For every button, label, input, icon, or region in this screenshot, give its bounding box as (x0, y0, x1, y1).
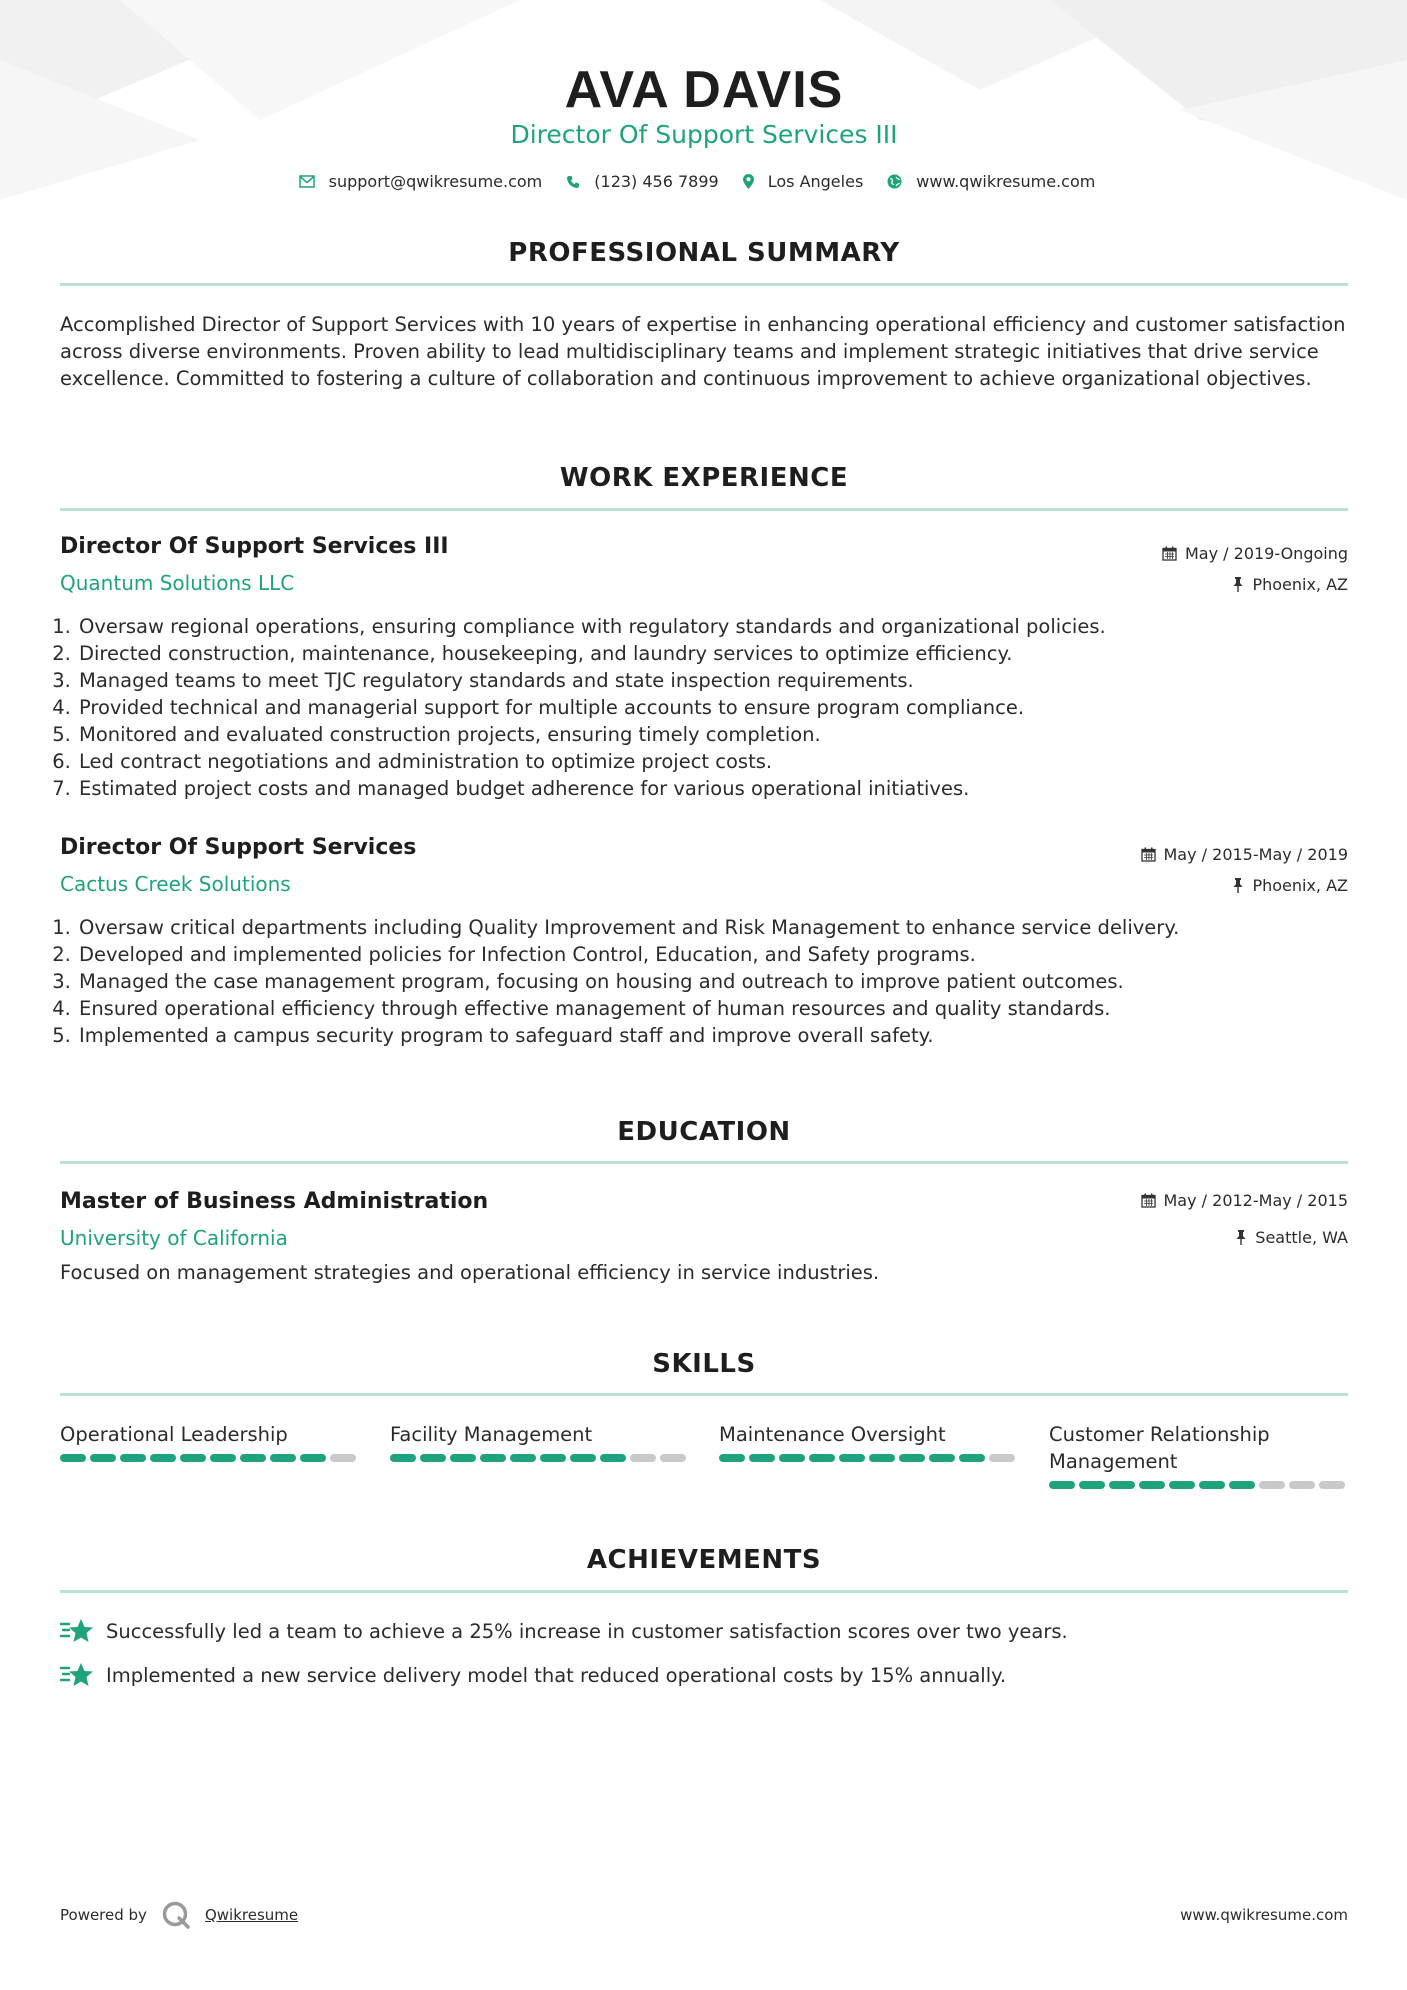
list-item: 1. Oversaw critical departments including Quality Improvement and Risk Management to enhance service delivery. (77, 914, 1179, 941)
list-item: 6. Led contract negotiations and administration to optimize project costs. (77, 748, 1106, 775)
contact-bar (60, 172, 1348, 191)
job-bullets (60, 613, 1106, 802)
star-icon (60, 1661, 94, 1689)
skill-item (390, 1421, 690, 1462)
achievements-heading: ACHIEVEMENTS (586, 1545, 822, 1575)
skill-level-bar (390, 1454, 690, 1462)
brand-link[interactable]: Qwikresume (204, 1906, 299, 1924)
skill-segment-filled (809, 1454, 835, 1462)
skill-segment-filled (480, 1454, 506, 1462)
skill-name: Customer Relationship Management (1049, 1423, 1270, 1473)
skill-segment-filled (450, 1454, 476, 1462)
job-dates: May / 2015-May / 2019 (1141, 845, 1349, 864)
skill-name: Facility Management (390, 1423, 593, 1446)
website-text: www.qwikresume.com (916, 172, 1096, 191)
footer-website[interactable]: www.qwikresume.com (1180, 1906, 1348, 1924)
job-title: Director Of Support Services III (60, 534, 449, 559)
education-description: Focused on management strategies and operational efficiency in service industries. (60, 1261, 880, 1284)
qwikresume-logo-icon (161, 1900, 191, 1930)
contact-phone[interactable] (566, 172, 718, 191)
pin-icon (1235, 1230, 1247, 1245)
skill-segment-filled (1229, 1481, 1255, 1489)
skill-item (719, 1421, 1019, 1462)
job-company: Quantum Solutions LLC (60, 571, 295, 595)
skills-heading: SKILLS (652, 1349, 756, 1379)
skill-segment-empty (1289, 1481, 1315, 1489)
job-bullets (60, 914, 1179, 1049)
skill-segment-empty (330, 1454, 356, 1462)
phone-icon (566, 175, 580, 189)
skill-level-bar (1049, 1481, 1349, 1489)
map-pin-icon (743, 174, 754, 189)
achievement-item (60, 1661, 1348, 1689)
skill-segment-filled (60, 1454, 86, 1462)
achievement-text: Successfully led a team to achieve a 25% increase in customer satisfaction scores over two years. (106, 1619, 1068, 1643)
skill-segment-filled (1109, 1481, 1135, 1489)
skill-segment-filled (779, 1454, 805, 1462)
calendar-icon (1141, 1193, 1156, 1208)
pin-icon (1232, 878, 1244, 893)
skill-segment-filled (1199, 1481, 1225, 1489)
skill-segment-filled (929, 1454, 955, 1462)
skill-segment-filled (390, 1454, 416, 1462)
skill-segment-empty (630, 1454, 656, 1462)
skill-segment-filled (1169, 1481, 1195, 1489)
skill-segment-filled (120, 1454, 146, 1462)
achievement-item (60, 1617, 1348, 1645)
skill-segment-empty (1319, 1481, 1345, 1489)
skill-segment-empty (1259, 1481, 1285, 1489)
pin-icon (1232, 577, 1244, 592)
candidate-headline: Director Of Support Services III (510, 120, 898, 149)
skill-segment-filled (719, 1454, 745, 1462)
powered-by-label: Powered by (60, 1906, 147, 1924)
skill-segment-filled (210, 1454, 236, 1462)
contact-email[interactable] (299, 172, 543, 191)
calendar-icon (1162, 546, 1177, 561)
skill-segment-filled (839, 1454, 865, 1462)
candidate-name: AVA DAVIS (564, 61, 844, 119)
skill-segment-empty (660, 1454, 686, 1462)
list-item: 3. Managed the case management program, focusing on housing and outreach to improve patient outcomes. (77, 968, 1179, 995)
education-location: Seattle, WA (1235, 1228, 1348, 1247)
skill-name: Maintenance Oversight (719, 1423, 946, 1446)
achievement-text: Implemented a new service delivery model that reduced operational costs by 15% annually. (106, 1663, 1007, 1687)
skill-segment-filled (150, 1454, 176, 1462)
skill-item (60, 1421, 360, 1462)
skill-segment-filled (420, 1454, 446, 1462)
phone-text: (123) 456 7899 (594, 172, 719, 191)
globe-icon (887, 174, 902, 189)
skill-segment-filled (540, 1454, 566, 1462)
job-dates: May / 2019-Ongoing (1162, 544, 1348, 563)
location-text: Los Angeles (767, 172, 864, 191)
school-name: University of California (60, 1226, 288, 1250)
job-title: Director Of Support Services (60, 835, 417, 860)
skill-segment-filled (1079, 1481, 1105, 1489)
list-item: 4. Ensured operational efficiency through effective management of human resources and quality standards. (77, 995, 1179, 1022)
skill-level-bar (60, 1454, 360, 1462)
list-item: 5. Implemented a campus security program to safeguard staff and improve overall safety. (77, 1022, 1179, 1049)
education-heading: EDUCATION (617, 1117, 791, 1147)
skill-segment-filled (570, 1454, 596, 1462)
contact-location (743, 172, 864, 191)
summary-text: Accomplished Director of Support Services with 10 years of expertise in enhancing operational efficiency and customer satisfaction across diverse environments. Proven ability to lead multidisciplinary teams and implement strategic initiatives that drive service excellence. Committed to fostering a culture of collaboration and continuous improvement to achieve organizational objectives. (60, 313, 1346, 390)
calendar-icon (1141, 847, 1156, 862)
contact-website[interactable] (887, 172, 1095, 191)
list-item: 7. Estimated project costs and managed budget adherence for various operational initiatives. (77, 775, 1106, 802)
skill-segment-filled (510, 1454, 536, 1462)
job-company: Cactus Creek Solutions (60, 872, 291, 896)
skill-segment-filled (300, 1454, 326, 1462)
skill-segment-filled (869, 1454, 895, 1462)
achievements-divider (60, 1590, 1348, 1593)
footer-powered-by (60, 1900, 298, 1930)
envelope-icon (299, 175, 315, 188)
job-location: Phoenix, AZ (1232, 876, 1348, 895)
skill-item (1049, 1421, 1349, 1489)
list-item: 2. Developed and implemented policies for Infection Control, Education, and Safety programs. (77, 941, 1179, 968)
job-location: Phoenix, AZ (1232, 575, 1348, 594)
degree-title: Master of Business Administration (60, 1189, 489, 1214)
list-item: 5. Monitored and evaluated construction projects, ensuring timely completion. (77, 721, 1106, 748)
experience-divider (60, 508, 1348, 511)
star-icon (60, 1617, 94, 1645)
skill-segment-filled (180, 1454, 206, 1462)
skills-divider (60, 1393, 1348, 1396)
list-item: 3. Managed teams to meet TJC regulatory standards and state inspection requirements. (77, 667, 1106, 694)
skill-segment-filled (90, 1454, 116, 1462)
skill-segment-filled (1049, 1481, 1075, 1489)
experience-heading: WORK EXPERIENCE (559, 463, 849, 493)
summary-divider (60, 283, 1348, 286)
email-text: support@qwikresume.com (328, 172, 543, 191)
summary-heading: PROFESSIONAL SUMMARY (508, 238, 900, 268)
skill-segment-filled (959, 1454, 985, 1462)
skill-segment-filled (1139, 1481, 1165, 1489)
education-dates: May / 2012-May / 2015 (1141, 1191, 1349, 1210)
list-item: 2. Directed construction, maintenance, housekeeping, and laundry services to optimize efficiency. (77, 640, 1106, 667)
skill-segment-filled (749, 1454, 775, 1462)
skill-segment-filled (899, 1454, 925, 1462)
education-divider (60, 1161, 1348, 1164)
list-item: 4. Provided technical and managerial support for multiple accounts to ensure program compliance. (77, 694, 1106, 721)
skill-name: Operational Leadership (60, 1423, 288, 1446)
skill-segment-filled (270, 1454, 296, 1462)
skill-segment-empty (989, 1454, 1015, 1462)
list-item: 1. Oversaw regional operations, ensuring compliance with regulatory standards and organizational policies. (77, 613, 1106, 640)
skill-segment-filled (600, 1454, 626, 1462)
skill-segment-filled (240, 1454, 266, 1462)
skill-level-bar (719, 1454, 1019, 1462)
